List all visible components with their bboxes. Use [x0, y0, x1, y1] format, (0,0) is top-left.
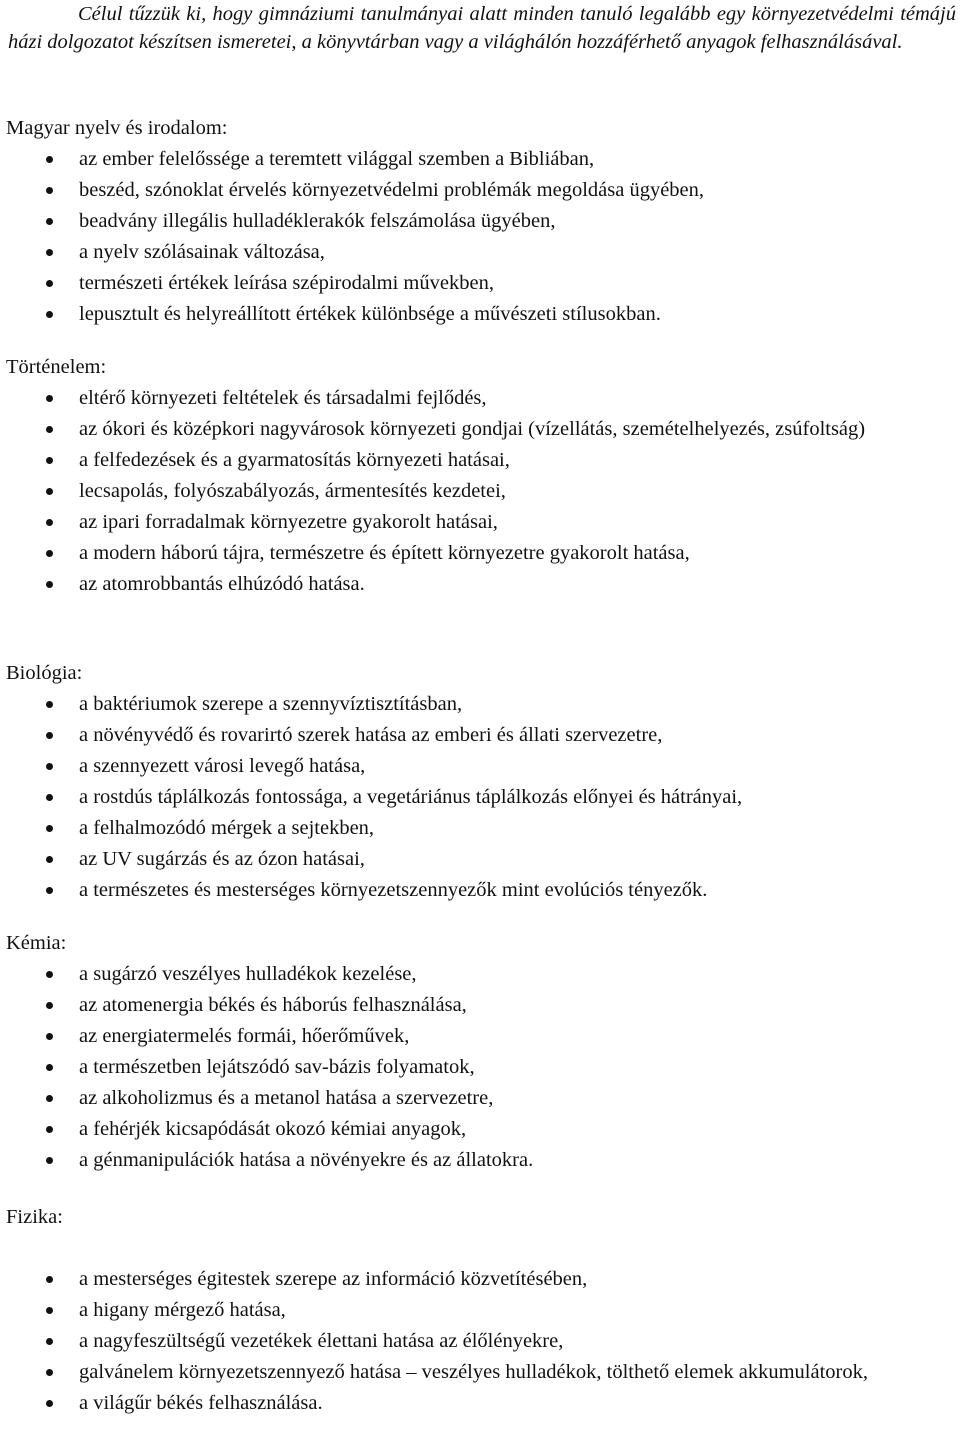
bullet-icon: [46, 971, 53, 978]
topic-list: [6, 959, 956, 1176]
bullet-icon: [46, 426, 53, 433]
list-item: az alkoholizmus és a metanol hatása a szervezetre,: [6, 1083, 956, 1114]
bullet-icon: [46, 280, 53, 287]
bullet-icon: [46, 763, 53, 770]
bullet-icon: [46, 794, 53, 801]
section-heading: Biológia:: [6, 662, 83, 684]
section-heading: Kémia:: [6, 932, 67, 954]
section-fizika: [6, 1202, 956, 1419]
bullet-icon: [46, 732, 53, 739]
list-item: a nyelv szólásainak változása,: [6, 237, 956, 268]
bullet-icon: [46, 218, 53, 225]
intro-text: Célul tűzzük ki, hogy gimnáziumi tanulmányai alatt minden tanuló legalább egy környezetvédelmi témájú házi dolgozatot készítsen ismeretei, a könyvtárban vagy a világhálón hozzáférhető anyagok felhasználásával.: [8, 3, 956, 53]
bullet-icon: [46, 1002, 53, 1009]
list-item: a rostdús táplálkozás fontossága, a vegetáriánus táplálkozás előnyei és hátrányai,: [6, 782, 956, 813]
list-item: az UV sugárzás és az ózon hatásai,: [6, 844, 956, 875]
list-item: lepusztult és helyreállított értékek különbsége a művészeti stílusokban.: [6, 299, 956, 330]
list-item: a modern háború tájra, természetre és épített környezetre gyakorolt hatása,: [6, 538, 956, 569]
list-item: a növényvédő és rovarirtó szerek hatása az emberi és állati szervezetre,: [6, 720, 956, 751]
bullet-icon: [46, 1064, 53, 1071]
list-item: az atomenergia békés és háborús felhasználása,: [6, 990, 956, 1021]
section-tortenelem: [6, 352, 956, 600]
bullet-icon: [46, 1338, 53, 1345]
bullet-icon: [46, 1126, 53, 1133]
bullet-icon: [46, 1369, 53, 1376]
list-item: az ember felelőssége a teremtett világgal szemben a Bibliában,: [6, 144, 956, 175]
bullet-icon: [46, 701, 53, 708]
bullet-icon: [46, 156, 53, 163]
list-item: az atomrobbantás elhúzódó hatása.: [6, 569, 956, 600]
section-heading: Fizika:: [6, 1206, 63, 1228]
bullet-icon: [46, 249, 53, 256]
bullet-icon: [46, 581, 53, 588]
topic-list: [6, 144, 956, 330]
bullet-icon: [46, 519, 53, 526]
bullet-icon: [46, 550, 53, 557]
list-item: a szennyezett városi levegő hatása,: [6, 751, 956, 782]
section-heading: Történelem:: [6, 356, 107, 378]
bullet-icon: [46, 457, 53, 464]
list-item: a nagyfeszültségű vezetékek élettani hatása az élőlényekre,: [6, 1326, 956, 1357]
list-item: a génmanipulációk hatása a növényekre és az állatokra.: [6, 1145, 956, 1176]
section-kemia: [6, 928, 956, 1176]
bullet-icon: [46, 488, 53, 495]
section-heading: Magyar nyelv és irodalom:: [6, 117, 228, 139]
list-item: a fehérjék kicsapódását okozó kémiai anyagok,: [6, 1114, 956, 1145]
bullet-icon: [46, 856, 53, 863]
list-item: természeti értékek leírása szépirodalmi művekben,: [6, 268, 956, 299]
list-item: a világűr békés felhasználása.: [6, 1388, 956, 1419]
bullet-icon: [46, 1276, 53, 1283]
list-item: a higany mérgező hatása,: [6, 1295, 956, 1326]
list-item: beadvány illegális hulladéklerakók felszámolása ügyében,: [6, 206, 956, 237]
bullet-icon: [46, 887, 53, 894]
list-item: a mesterséges égitestek szerepe az információ közvetítésében,: [6, 1264, 956, 1295]
list-item: a sugárzó veszélyes hulladékok kezelése,: [6, 959, 956, 990]
topic-list: [6, 689, 956, 906]
list-item: eltérő környezeti feltételek és társadalmi fejlődés,: [6, 383, 956, 414]
bullet-icon: [46, 187, 53, 194]
list-item: az energiatermelés formái, hőerőművek,: [6, 1021, 956, 1052]
bullet-icon: [46, 1095, 53, 1102]
bullet-icon: [46, 395, 53, 402]
section-biologia: [6, 658, 956, 906]
list-item: galvánelem környezetszennyező hatása – veszélyes hulladékok, tölthető elemek akkumulátorok,: [6, 1357, 956, 1388]
list-item: a természetes és mesterséges környezetszennyezők mint evolúciós tényezők.: [6, 875, 956, 906]
topic-list: [6, 383, 956, 600]
bullet-icon: [46, 1157, 53, 1164]
list-item: lecsapolás, folyószabályozás, ármentesítés kezdetei,: [6, 476, 956, 507]
list-item: a természetben lejátszódó sav-bázis folyamatok,: [6, 1052, 956, 1083]
topic-list: [6, 1264, 956, 1419]
bullet-icon: [46, 1307, 53, 1314]
bullet-icon: [46, 311, 53, 318]
list-item: a felfedezések és a gyarmatosítás környezeti hatásai,: [6, 445, 956, 476]
bullet-icon: [46, 1400, 53, 1407]
bullet-icon: [46, 1033, 53, 1040]
list-item: az ipari forradalmak környezetre gyakorolt hatásai,: [6, 507, 956, 538]
list-item: beszéd, szónoklat érvelés környezetvédelmi problémák megoldása ügyében,: [6, 175, 956, 206]
list-item: a felhalmozódó mérgek a sejtekben,: [6, 813, 956, 844]
bullet-icon: [46, 825, 53, 832]
list-item: az ókori és középkori nagyvárosok környezeti gondjai (vízellátás, szemételhelyezés, zsúfoltság): [6, 414, 956, 445]
section-magyar-nyelv: [6, 113, 956, 330]
intro-paragraph: [8, 0, 956, 56]
list-item: a baktériumok szerepe a szennyvíztisztításban,: [6, 689, 956, 720]
